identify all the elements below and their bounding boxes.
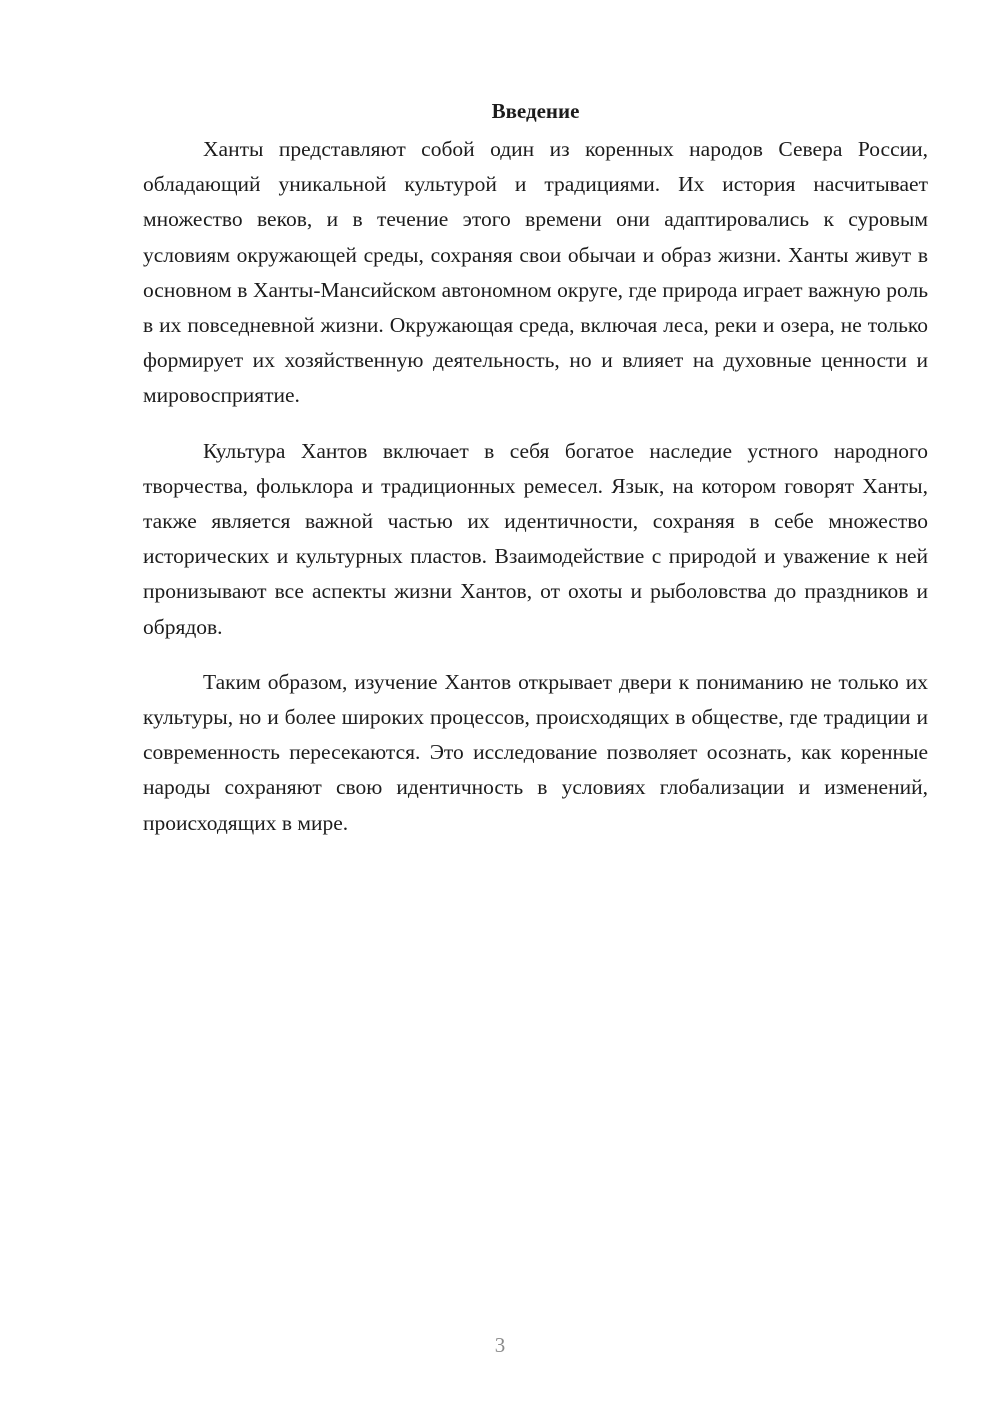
section-heading: Введение bbox=[491, 99, 580, 123]
paragraph: Культура Хантов включает в себя богатое наследие устного народного творчества, фольклора и традиционных ремесел. Язык, на котором говорят Ханты, также является важной частью их идентичности, сохраняя в себе множество исторических и культурных пластов. Взаимодействие с природой и уважение к ней пронизывают все аспекты жизни Хантов, от охоты и рыболовства до праздников и обрядов. bbox=[143, 438, 928, 639]
paragraph: Ханты представляют собой один из коренных народов Севера России, обладающий уникальной культурой и традициями. Их история насчитывает множество веков, и в течение этого времени они адаптировались к суровым условиям окружающей среды, сохраняя свои обычаи и образ жизни. Ханты живут в основном в Ханты-Мансийском автономном округе, где природа играет важную роль в их повседневной жизни. Окружающая среда, включая леса, реки и озера, не только формирует их хозяйственную деятельность, но и влияет на духовные ценности и мировосприятие. bbox=[143, 137, 928, 408]
page-number: 3 bbox=[494, 1333, 506, 1357]
paragraph: Таким образом, изучение Хантов открывает двери к пониманию не только их культуры, но и более широких процессов, происходящих в обществе, где традиции и современность пересекаются. Это исследование позволяет осознать, как коренные народы сохраняют свою идентичность в условиях глобализации и изменений, происходящих в мире. bbox=[143, 669, 928, 835]
page-body bbox=[143, 96, 928, 861]
